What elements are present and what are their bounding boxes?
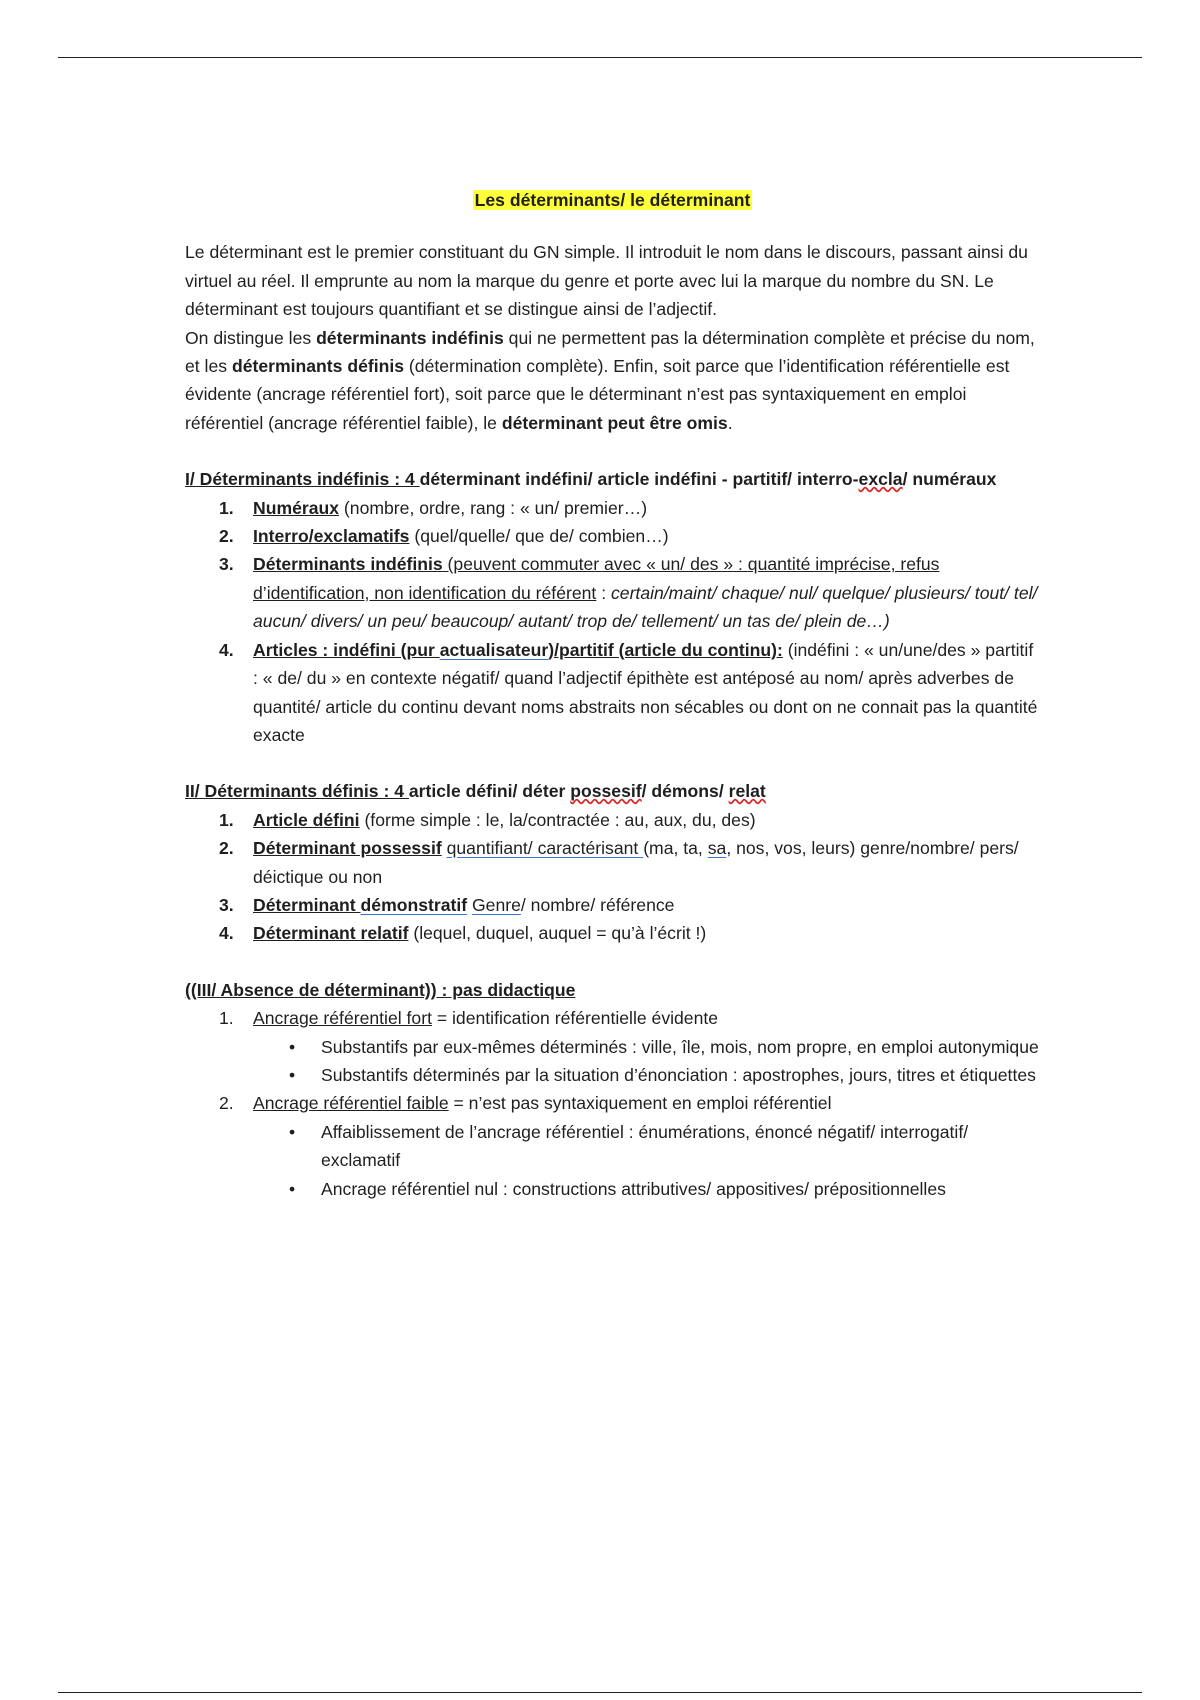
list-item: 1. Numéraux (nombre, ordre, rang : « un/ premier…) — [219, 497, 648, 518]
bottom-rule — [58, 1692, 1142, 1693]
list-item: 2. Ancrage référentiel faible = n’est pas syntaxiquement en emploi référentiel • Affaiblissement de l’ancrage référentiel : énumérations, énoncé négatif/ interrogatif/ exclamatif • Ancrage référentiel nul : constructions attributives/ appositives/ prépositionnelles — [185, 1089, 1040, 1203]
bullet-item: • Substantifs déterminés par la situation d’énonciation : apostrophes, jours, titres et étiquettes — [253, 1061, 1040, 1089]
top-rule — [58, 57, 1142, 58]
bullet-item: • Affaiblissement de l’ancrage référentiel : énumérations, énoncé négatif/ interrogatif/ exclamatif — [253, 1118, 1040, 1175]
intro-paragraph-2: On distingue les déterminants indéfinis qui ne permettent pas la détermination complète et précise du nom, et les déterminants définis (détermination complète). Enfin, soit parce que l’identification référentielle est évidente (ancrage référentiel fort), soit parce que le déterminant n’est pas syntaxiquement en emploi référentiel (ancrage référentiel faible), le déterminant peut être omis. — [185, 327, 1035, 433]
list-item: 4. Articles : indéfini (pur actualisateur)/partitif (article du continu): (indéfini : « un/une/des » partitif : « de/ du » en contexte négatif/ quand l’adjectif épithète est antéposé au nom/ après adverbes de quantité/ article du continu devant noms abstraits non sécables ou dont on ne connait pas la quantité exacte — [219, 639, 1038, 745]
section-3-list — [185, 1004, 1040, 1203]
document-body — [185, 186, 1040, 1203]
list-item: 1. Article défini (forme simple : le, la/contractée : au, aux, du, des) — [219, 809, 756, 830]
bullet-list — [253, 1033, 1040, 1090]
bullet-list — [253, 1118, 1040, 1203]
list-item: 2. Déterminant possessif quantifiant/ caractérisant (ma, ta, sa, nos, vos, leurs) genre/nombre/ pers/ déictique ou non — [219, 838, 1019, 887]
list-item: 3. Déterminants indéfinis (peuvent commuter avec « un/ des » : quantité imprécise, refus d’identification, non identification du référent : certain/maint/ chaque/ nul/ quelque/ plusieurs/ tout/ tel/ aucun/ divers/ un peu/ beaucoup/ autant/ trop de/ tellement/ un tas de/ plein de…) — [219, 554, 1038, 632]
bullet-item: • Ancrage référentiel nul : constructions attributives/ appositives/ prépositionnelles — [253, 1175, 1040, 1203]
list-item: 4. Déterminant relatif (lequel, duquel, auquel = qu’à l’écrit !) — [219, 923, 707, 944]
section-3-heading: ((III/ Absence de déterminant)) : pas didactique — [185, 979, 576, 1000]
list-item: 1. Ancrage référentiel fort = identification référentielle évidente • Substantifs par eux-mêmes déterminés : ville, île, mois, nom propre, en emploi autonymique • Substantifs déterminés par la situation d’énonciation : apostrophes, jours, titres et étiquettes — [185, 1004, 1040, 1089]
page-title: Les déterminants/ le déterminant — [474, 190, 751, 210]
section-2-list — [185, 806, 1040, 948]
intro-paragraph-1: Le déterminant est le premier constituant du GN simple. Il introduit le nom dans le discours, passant ainsi du virtuel au réel. Il emprunte au nom la marque du genre et porte avec lui la marque du nombre du SN. Le déterminant est toujours quantifiant et se distingue ainsi de l’adjectif. — [185, 242, 1028, 320]
section-1-heading: I/ Déterminants indéfinis : 4 déterminant indéfini/ article indéfini - partitif/ interro-excla/ numéraux — [185, 469, 997, 490]
bullet-item: • Substantifs par eux-mêmes déterminés : ville, île, mois, nom propre, en emploi autonymique — [253, 1033, 1040, 1061]
list-item: 3. Déterminant démonstratif Genre/ nombre/ référence — [219, 894, 675, 915]
list-item: 2. Interro/exclamatifs (quel/quelle/ que de/ combien…) — [219, 526, 669, 547]
section-1-list — [185, 494, 1040, 750]
section-2-heading: II/ Déterminants définis : 4 article défini/ déter possesif/ démons/ relat — [185, 781, 766, 802]
